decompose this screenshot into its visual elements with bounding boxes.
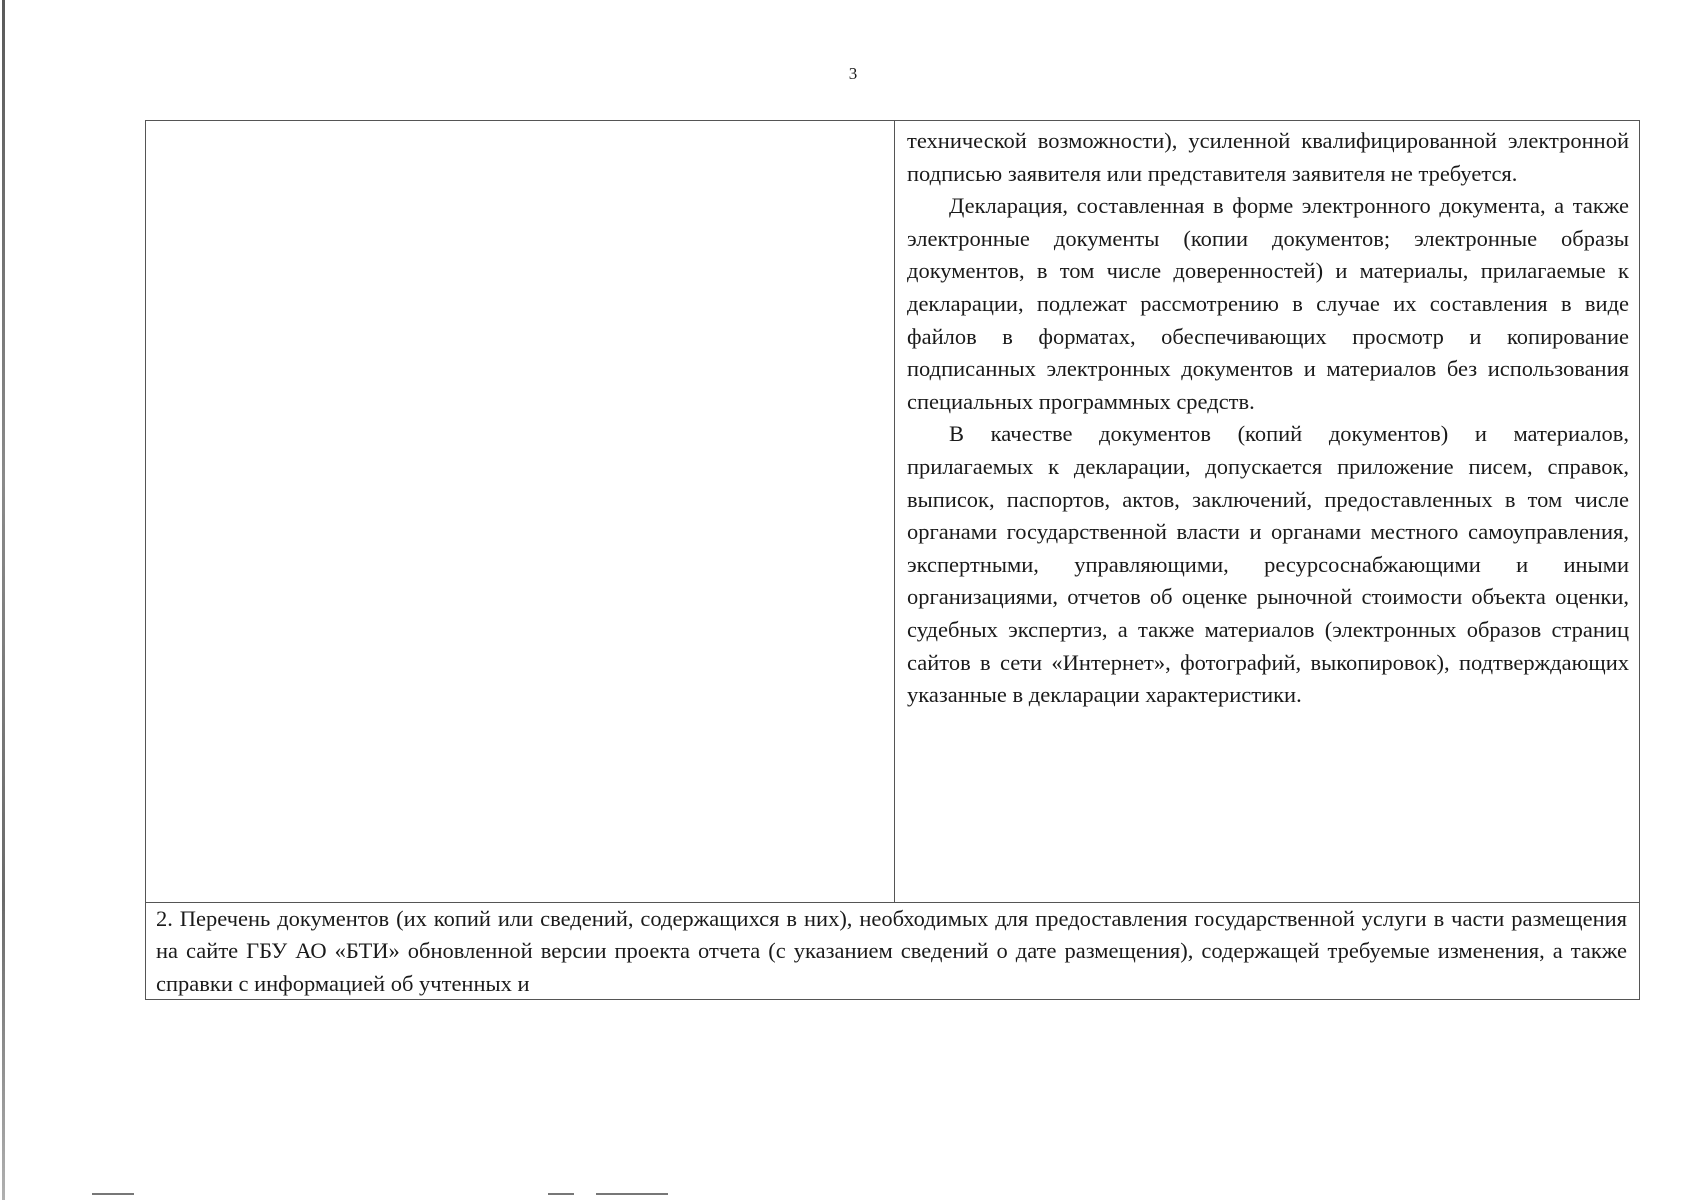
table-row-item-2 [146,903,1639,999]
table-row [146,121,1639,903]
scan-mark [548,1193,574,1195]
paragraph-continuation: технической возможности), усиленной квалифицированной электронной подписью заявителя или представителя заявителя не требуется. [907,128,1629,186]
page-number: 3 [848,64,858,83]
paragraph-declaration: Декларация, составленная в форме электронного документа, а также электронные документы (копии документов; электронные образы документов, в том числе доверенностей) и материалы, прилагаемые к декларации, подлежат рассмотрению в случае их составления в виде файлов в форматах, обеспечивающих просмотр и копирование подписанных электронных документов и материалов без использования специальных программных средств. [907,193,1629,414]
document-table [145,120,1640,1000]
scan-mark [596,1193,668,1195]
scan-edge [2,0,5,1200]
table-cell-right [895,121,1641,902]
paragraph-attachments: В качестве документов (копий документов) и материалов, прилагаемых к декларации, допускается приложение писем, справок, выписок, паспортов, актов, заключений, предоставленных в том числе органами государственной власти и органами местного самоуправления, экспертными, управляющими, ресурсоснабжающими и иными организациями, отчетов об оценке рыночной стоимости объекта оценки, судебных экспертиз, а также материалов (электронных образов страниц сайтов в сети «Интернет», фотографий, выкопировок), подтверждающих указанные в декларации характеристики. [907,421,1629,708]
scan-mark [92,1193,134,1195]
table-cell-left-empty [146,121,895,902]
item-2-text: 2. Перечень документов (их копий или сведений, содержащихся в них), необходимых для предоставления государственной услуги в части размещения на сайте ГБУ АО «БТИ» обновленной версии проекта отчета (с указанием сведений о дате размещения), содержащей требуемые изменения, а также справки с информацией об учтенных и [156,906,1627,996]
